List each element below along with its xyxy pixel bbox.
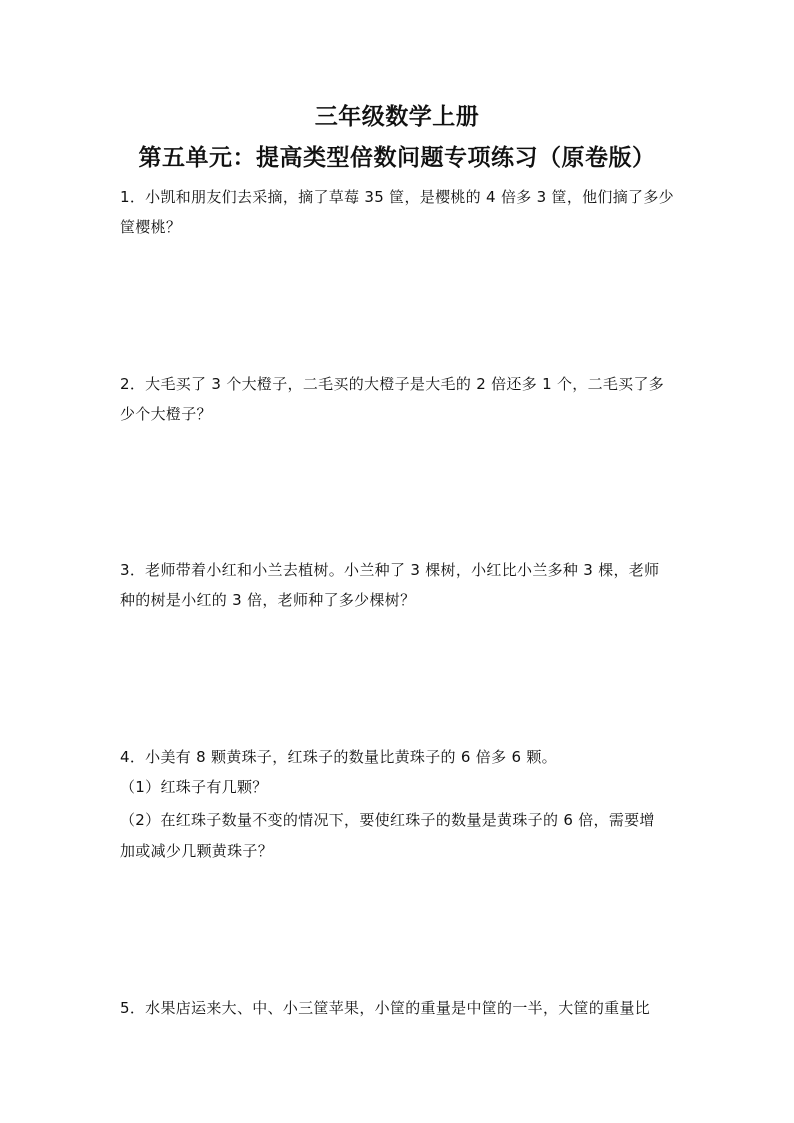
question-2-line-1: 2．大毛买了 3 个大橙子，二毛买的大橙子是大毛的 2 倍还多 1 个，二毛买了多 — [120, 375, 665, 393]
question-3-line-2: 种的树是小红的 3 倍，老师种了多少棵树？ — [120, 591, 416, 609]
document-title: 三年级数学上册 — [314, 104, 480, 130]
question-2-line-2: 少个大橙子？ — [120, 405, 212, 423]
document-subtitle: 第五单元：提高类型倍数问题专项练习（原卷版） — [138, 145, 656, 171]
question-1-line-2: 筐樱桃？ — [120, 218, 182, 236]
question-4-line-1: 4．小美有 8 颗黄珠子，红珠子的数量比黄珠子的 6 倍多 6 颗。 — [120, 748, 557, 766]
question-4-line-3: （2）在红珠子数量不变的情况下，要使红珠子的数量是黄珠子的 6 倍，需要增 — [120, 811, 655, 829]
question-1-line-1: 1．小凯和朋友们去采摘，摘了草莓 35 筐，是樱桃的 4 倍多 3 筐，他们摘了多少 — [120, 188, 674, 206]
question-4-line-4: 加或减少几颗黄珠子？ — [120, 842, 274, 860]
question-5-line-1: 5．水果店运来大、中、小三筐苹果，小筐的重量是中筐的一半，大筐的重量比 — [120, 999, 651, 1017]
question-3-line-1: 3．老师带着小红和小兰去植树。小兰种了 3 棵树，小红比小兰多种 3 棵，老师 — [120, 561, 660, 579]
question-4-line-2: （1）红珠子有几颗？ — [120, 778, 268, 796]
